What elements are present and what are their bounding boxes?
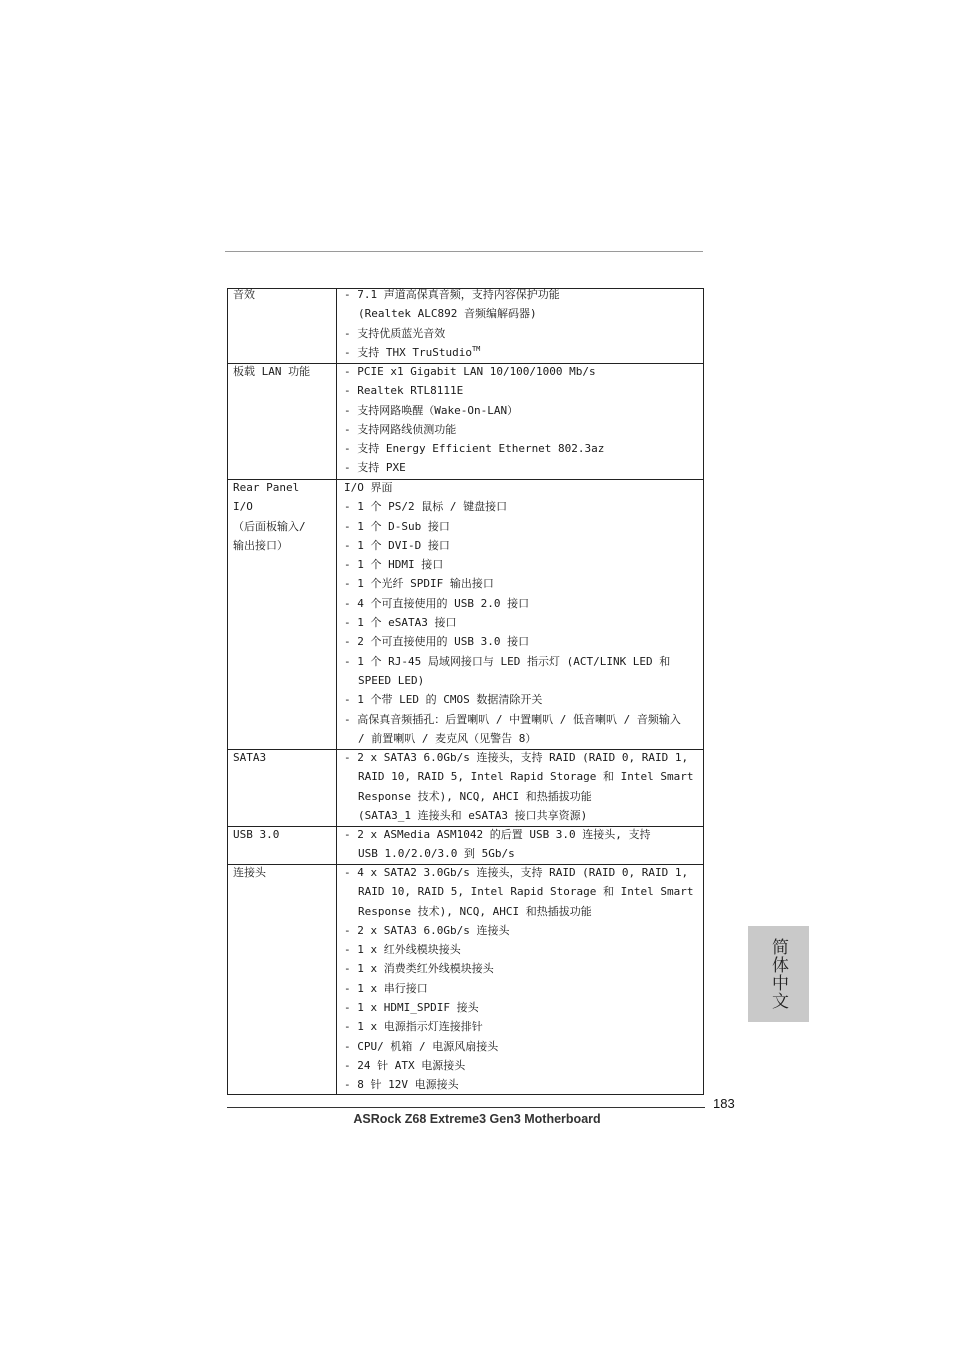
spec-line: - 支持 THX TruStudio (344, 345, 472, 359)
spec-line: SPEED LED) (358, 673, 425, 687)
spec-line: RAID 10, RAID 5, Intel Rapid Storage 和 Intel Smart (358, 885, 694, 899)
spec-line: - 1 个光纤 SPDIF 输出接口 (344, 577, 494, 591)
column-divider (336, 289, 337, 1094)
spec-line: - 高保真音频插孔：后置喇叭 / 中置喇叭 / 低音喇叭 / 音频输入 (344, 712, 681, 726)
spec-line: - 支持网路唤醒（Wake-On-LAN） (344, 403, 519, 417)
footer-title: ASRock Z68 Extreme3 Gen3 Motherboard (353, 1112, 601, 1126)
spec-line: - 支持 PXE (344, 461, 406, 475)
spec-line: - PCIE x1 Gigabit LAN 10/100/1000 Mb/s (344, 365, 596, 378)
spec-row-value (344, 362, 604, 478)
label-line: SATA3 (233, 751, 267, 764)
spec-row-label (233, 478, 306, 555)
spec-line: - 4 个可直接使用的 USB 2.0 接口 (344, 596, 530, 610)
spec-line: - 1 个 PS/2 鼠标 / 键盘接口 (344, 500, 508, 514)
spec-line: - 支持网路线侦测功能 (344, 422, 457, 436)
spec-line: - 1 个 eSATA3 接口 (344, 616, 457, 630)
language-side-tab (748, 926, 809, 1022)
spec-line: - 1 个 HDMI 接口 (344, 558, 444, 572)
spec-line: - 1 个 D-Sub 接口 (344, 519, 450, 533)
spec-line: - 2 x ASMedia ASM1042 的后置 USB 3.0 连接头, 支持 (344, 828, 651, 841)
spec-line: Response 技术), NCQ, AHCI 和热插拔功能 (358, 904, 592, 918)
spec-line: - 支持 Energy Efficient Ethernet 802.3az (344, 442, 605, 456)
spec-line: - 2 x SATA3 6.0Gb/s 连接头 (344, 923, 510, 937)
label-line: 连接头 (233, 866, 266, 879)
header-rule (225, 251, 703, 252)
spec-row-value (344, 285, 560, 362)
spec-line: RAID 10, RAID 5, Intel Rapid Storage 和 Intel Smart (358, 770, 694, 784)
spec-line: (SATA3_1 连接头和 eSATA3 接口共享资源) (358, 808, 588, 822)
label-line: I/O (233, 500, 253, 514)
label-line: 板载 LAN 功能 (233, 365, 311, 378)
spec-row-label (233, 362, 310, 381)
spec-line: / 前置喇叭 / 麦克风（见警告 8） (358, 731, 537, 745)
spec-line: - 支持优质蓝光音效 (344, 326, 446, 340)
spec-line: - 24 针 ATX 电源接头 (344, 1058, 466, 1072)
label-line: 输出接口） (233, 538, 288, 552)
label-line: USB 3.0 (233, 828, 280, 841)
spec-line: - CPU/ 机箱 / 电源风扇接头 (344, 1039, 499, 1053)
label-line: Rear Panel (233, 481, 300, 494)
spec-line-thx (344, 343, 560, 362)
spec-row-value (344, 478, 681, 748)
spec-line: - Realtek RTL8111E (344, 384, 464, 398)
spec-line: USB 1.0/2.0/3.0 到 5Gb/s (358, 847, 515, 861)
spec-line: - 4 x SATA2 3.0Gb/s 连接头，支持 RAID (RAID 0, RAID 1, (344, 866, 689, 879)
spec-row-label (233, 825, 279, 844)
spec-line: Response 技术), NCQ, AHCI 和热插拔功能 (358, 789, 592, 803)
label-line: （后面板输入/ (233, 519, 306, 533)
spec-row-label (233, 285, 255, 304)
spec-line: - 8 针 12V 电源接头 (344, 1078, 459, 1092)
spec-line: - 1 x HDMI_SPDIF 接头 (344, 1001, 479, 1015)
spec-line: (Realtek ALC892 音频编解码器) (358, 307, 537, 321)
spec-line: - 1 x 消费类红外线模块接头 (344, 962, 494, 976)
spec-line: - 2 x SATA3 6.0Gb/s 连接头，支持 RAID (RAID 0, RAID 1, (344, 751, 689, 764)
spec-line: - 1 x 串行接口 (344, 981, 428, 995)
spec-row-value (344, 825, 651, 864)
trademark-mark: TM (471, 344, 481, 353)
spec-row-label (233, 748, 266, 767)
spec-line: - 1 个 DVI-D 接口 (344, 538, 450, 552)
spec-line: - 1 个带 LED 的 CMOS 数据清除开关 (344, 693, 543, 707)
spec-table (227, 288, 704, 1095)
page-number: 183 (713, 1096, 735, 1111)
spec-line: - 1 x 红外线模块接头 (344, 943, 461, 957)
spec-row-label (233, 863, 266, 882)
language-side-tab-label: 简体中文 (768, 938, 788, 1010)
spec-line: - 1 个 RJ-45 局域网接口与 LED 指示灯 (ACT/LINK LED 和 (344, 654, 671, 668)
footer-rule (227, 1107, 705, 1108)
spec-line: I/O 界面 (344, 481, 393, 494)
label-line: 音效 (233, 288, 255, 301)
spec-line: - 2 个可直接使用的 USB 3.0 接口 (344, 635, 530, 649)
spec-row-value (344, 863, 694, 1095)
spec-line: - 7.1 声道高保真音频，支持内容保护功能 (344, 288, 560, 301)
spec-line: - 1 x 电源指示灯连接排针 (344, 1020, 483, 1034)
spec-row-value (344, 748, 694, 825)
